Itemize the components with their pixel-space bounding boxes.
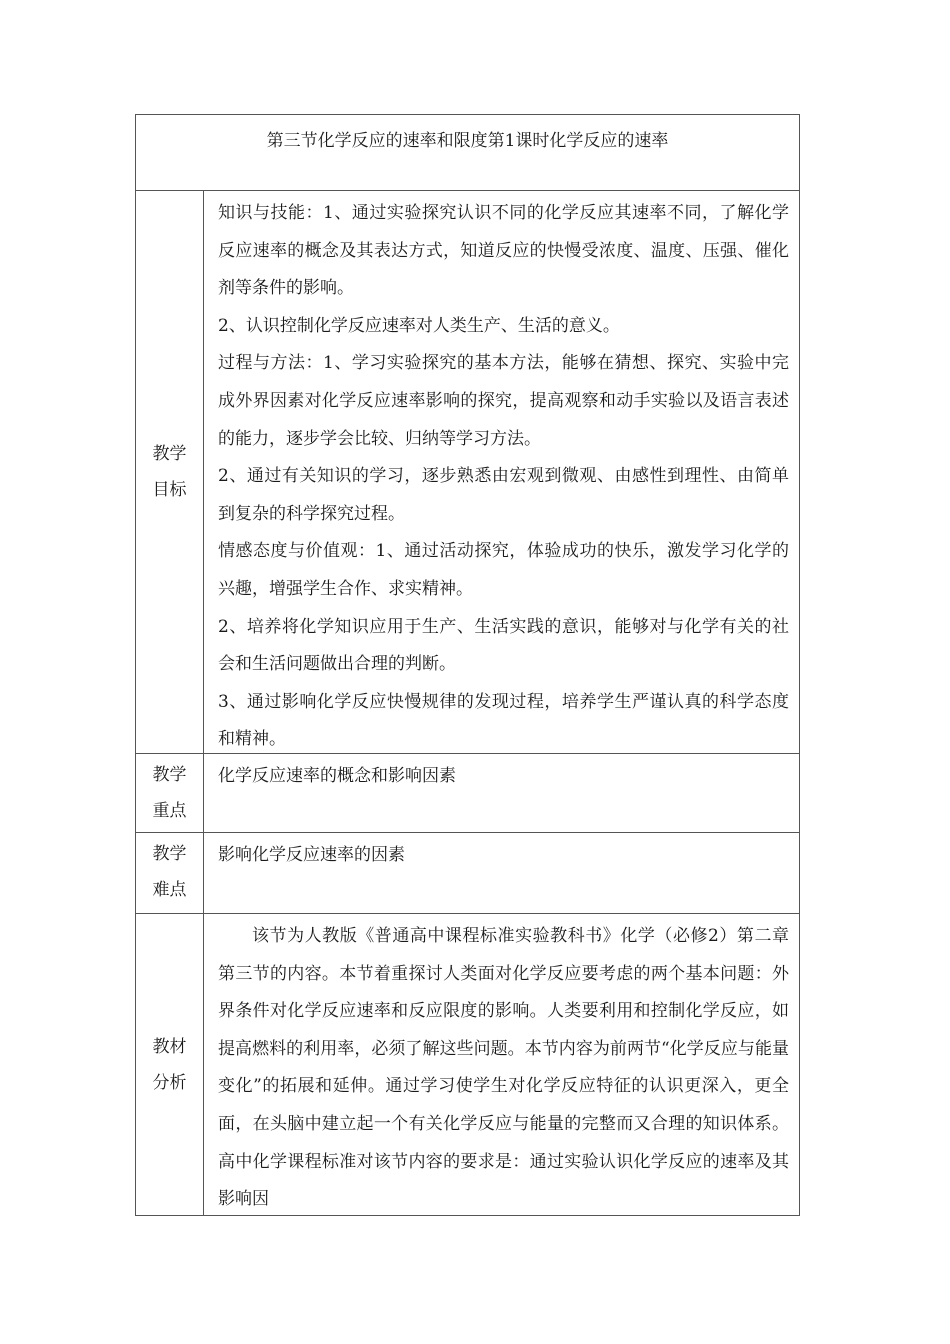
key-points-content-cell [204,754,800,833]
goals-process-1: 过程与方法：1、学习实验探究的基本方法，能够在猜想、探究、实验中完成外界因素对化学反应速率影响的探究，提高观察和动手实验以及语言表述的能力，逐步学会比较、归纳等学习方法。 [218,353,790,449]
analysis-label-line-1: 教材 [152,1036,187,1057]
analysis-label-line-2: 分析 [152,1072,187,1093]
analysis-label-cell [136,914,204,1216]
goals-attitude-3: 3、通过影响化学反应快慢规律的发现过程，培养学生严谨认真的科学态度和精神。 [218,691,790,750]
key-points-label-cell [136,754,204,833]
goals-process-2: 2、通过有关知识的学习，逐步熟悉由宏观到微观、由感性到理性、由简单到复杂的科学探究过程。 [218,466,790,524]
difficulties-label-line-1: 教学 [152,844,187,864]
goals-attitude-1: 情感态度与价值观：1、通过活动探究，体验成功的快乐，激发学习化学的兴趣，增强学生合作、求实精神。 [218,541,790,599]
difficulties-text: 影响化学反应速率的因素 [218,845,405,865]
lesson-plan-table [135,114,800,1216]
analysis-content-cell [204,914,800,1216]
goals-attitude-2: 2、培养将化学知识应用于生产、生活实践的意识，能够对与化学有关的社会和生活问题做出合理的判断。 [218,616,790,675]
lesson-title-cell [136,115,800,191]
analysis-text: 该节为人教版《普通高中课程标准实验教科书》化学（必修2）第二章第三节的内容。本节着重探讨人类面对化学反应要考虑的两个基本问题：外界条件对化学反应速率和反应限度的影响。人类要利用和控制化学反应，如提高燃料的利用率，必须了解这些问题。本节内容为前两节“化学反应与能量变化”的拓展和延伸。通过学习使学生对化学反应特征的认识更深入，更全面，在头脑中建立起一个有关化学反应与能量的完整而又合理的知识体系。高中化学课程标准对该节内容的要求是：通过实验认识化学反应的速率及其影响因 [218,926,790,1210]
key-points-label-line-1: 教学 [152,765,187,785]
key-points-text: 化学反应速率的概念和影响因素 [218,766,456,786]
goals-label-line-2: 目标 [152,480,187,500]
goals-knowledge-1: 知识与技能：1、通过实验探究认识不同的化学反应其速率不同，了解化学反应速率的概念及其表达方式，知道反应的快慢受浓度、温度、压强、催化剂等条件的影响。 [218,203,790,299]
goals-label-cell [136,191,204,754]
key-points-label-line-2: 重点 [152,801,187,821]
difficulties-label-cell [136,833,204,914]
difficulties-label-line-2: 难点 [152,880,187,900]
lesson-title: 第三节化学反应的速率和限度第1课时化学反应的速率 [266,131,669,151]
goals-knowledge-2: 2、认识控制化学反应速率对人类生产、生活的意义。 [218,315,620,336]
difficulties-content-cell [204,833,800,914]
goals-content-cell [204,191,800,754]
goals-label-line-1: 教学 [152,444,187,464]
